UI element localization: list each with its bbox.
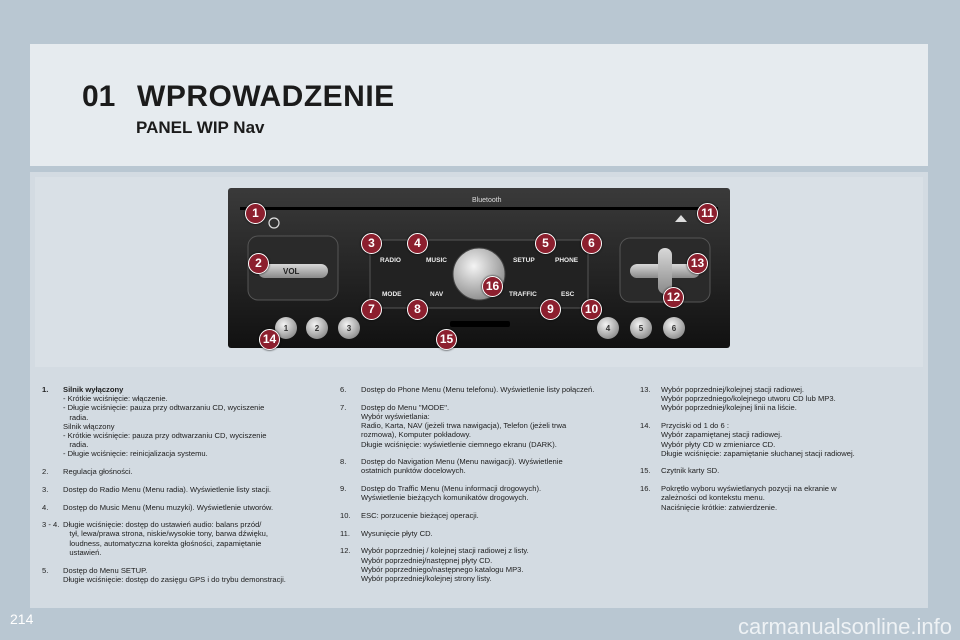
- legend-item-number: 2.: [42, 467, 49, 477]
- legend-item-line: Wybór poprzedniego/kolejnego utworu CD lub MP3.: [661, 394, 836, 404]
- legend-item-line: Pokrętło wyboru wyświetlanych pozycji na ekranie w: [661, 484, 837, 494]
- legend-item: [42, 485, 327, 494]
- legend-item-line: radia.: [63, 440, 89, 450]
- legend-item-line: Przyciski od 1 do 6 :: [661, 421, 729, 431]
- callout-9: 9: [540, 299, 561, 320]
- callout-5: 5: [535, 233, 556, 254]
- legend-item-line: Dostęp do Menu "MODE".: [361, 402, 450, 412]
- radio-panel-illustration: [228, 188, 730, 348]
- legend-item: [42, 467, 327, 476]
- nav-button-label: NAV: [430, 291, 444, 298]
- legend-item: [640, 385, 918, 413]
- callout-8: 8: [407, 299, 428, 320]
- legend-item-line: Wybór poprzedniej/kolejnej stacji radiowej.: [661, 385, 805, 394]
- legend-item-number: 13.: [640, 385, 651, 394]
- legend-item-number: 3 - 4.: [42, 520, 60, 530]
- legend-item-line: Długie wciśnięcie: dostęp do zasięgu GPS i do trybu demonstracji.: [63, 574, 286, 584]
- legend-item-line: - Krótkie wciśnięcie: włączenie.: [63, 394, 168, 404]
- vol-label: VOL: [283, 267, 300, 276]
- svg-text:5: 5: [638, 324, 644, 333]
- legend-item-line: Radio, Karta, NAV (jeżeli trwa nawigacja), Telefon (jeżeli trwa: [361, 421, 567, 431]
- legend-item-line: - Krótkie wciśnięcie: pauza przy odtwarzaniu CD, wyciszenie: [63, 431, 267, 441]
- music-button-label: MUSIC: [426, 257, 447, 264]
- legend-item-line: Dostęp do Music Menu (Menu muzyki). Wyświetlenie utworów.: [63, 502, 274, 512]
- legend-item-line: Silnik wyłączony: [63, 385, 124, 394]
- callout-14: 14: [259, 329, 280, 350]
- legend-item: [42, 385, 327, 459]
- legend-item-line: ostatnich punktów docelowych.: [361, 466, 466, 476]
- legend-item: [340, 457, 632, 475]
- svg-text:4: 4: [605, 324, 611, 333]
- page-number: 214: [10, 611, 34, 627]
- legend-item-line: ustawień.: [63, 547, 102, 557]
- legend-item-line: Dostęp do Navigation Menu (Menu nawigacji). Wyświetlenie: [361, 457, 563, 467]
- svg-text:1: 1: [283, 324, 289, 333]
- legend-item-line: Wybór wyświetlania:: [361, 411, 430, 421]
- legend-item-line: - Długie wciśnięcie: reinicjalizacja systemu.: [63, 449, 208, 459]
- esc-button-label: ESC: [561, 291, 575, 298]
- legend-item: [42, 566, 327, 584]
- legend-item: [640, 466, 918, 475]
- callout-4: 4: [407, 233, 428, 254]
- legend-item-line: Wybór poprzedniego/następnego katalogu MP3.: [361, 564, 524, 574]
- legend-item-number: 12.: [340, 546, 351, 556]
- legend-item-number: 14.: [640, 421, 651, 431]
- callout-12: 12: [663, 287, 684, 308]
- legend-item-number: 6.: [340, 385, 347, 394]
- legend-item-number: 1.: [42, 385, 49, 394]
- legend-item-number: 15.: [640, 466, 651, 476]
- legend-item: [340, 484, 632, 502]
- watermark: carmanualsonline.info: [737, 614, 952, 639]
- legend-item: [340, 529, 632, 538]
- callout-13: 13: [687, 253, 708, 274]
- legend-column-1: [42, 385, 327, 592]
- legend-item: [42, 520, 327, 557]
- cd-slot: [240, 207, 718, 210]
- legend-item-line: Dostęp do Phone Menu (Menu telefonu). Wyświetlenie listy połączeń.: [361, 385, 595, 394]
- page-title: WPROWADZENIE: [137, 80, 395, 113]
- legend-item-line: Dostęp do Traffic Menu (Menu informacji drogowych).: [361, 484, 542, 494]
- legend-item-line: Silnik włączony: [63, 421, 115, 431]
- page-subtitle: PANEL WIP Nav: [136, 118, 265, 137]
- legend-item-line: Wyświetlenie bieżących komunikatów drogowych.: [361, 493, 529, 503]
- legend-item-number: 11.: [340, 528, 350, 538]
- traffic-button-label: TRAFFIC: [509, 291, 537, 298]
- legend-item-line: Wybór zapamiętanej stacji radiowej.: [661, 430, 783, 440]
- legend-item-line: Długie wciśnięcie: dostęp do ustawień audio: balans przód/: [63, 520, 262, 530]
- callout-16: 16: [482, 276, 503, 297]
- callout-11: 11: [697, 203, 718, 224]
- svg-text:6: 6: [671, 324, 677, 333]
- legend-item-line: Dostęp do Radio Menu (Menu radia). Wyświetlenie listy stacji.: [63, 484, 272, 494]
- legend-item: [340, 403, 632, 449]
- bluetooth-label: Bluetooth: [472, 197, 502, 204]
- legend-item-line: Długie wciśnięcie: wyświetlenie ciemnego ekranu (DARK).: [361, 439, 557, 449]
- legend-item-line: Wybór poprzedniej/następnej płyty CD.: [361, 555, 493, 565]
- legend-item-line: Wybór płyty CD w zmieniarce CD.: [661, 439, 776, 449]
- legend-item-number: 7.: [340, 402, 347, 412]
- legend-item-line: loudness, automatyczna korekta głośności, zapamiętanie: [63, 538, 262, 548]
- legend-item-number: 5.: [42, 565, 49, 575]
- legend-item-line: ESC: porzucenie bieżącej operacji.: [361, 511, 479, 521]
- callout-1: 1: [245, 203, 266, 224]
- legend-item-number: 4.: [42, 502, 49, 512]
- legend-item: [42, 503, 327, 512]
- legend-item-line: Wybór poprzedniej/kolejnej strony listy.: [361, 574, 492, 584]
- callout-7: 7: [361, 299, 382, 320]
- legend-item-line: Naciśnięcie krótkie: zatwierdzenie.: [661, 502, 778, 512]
- mode-button-label: MODE: [382, 291, 402, 298]
- legend-item-line: Dostęp do Menu SETUP.: [63, 565, 148, 575]
- sd-slot: [450, 321, 510, 327]
- legend-item-line: Wybór poprzedniej/kolejnej linii na liście.: [661, 403, 797, 413]
- legend-item-line: rozmowa), Komputer pokładowy.: [361, 430, 472, 440]
- legend-item: [340, 546, 632, 583]
- legend-item-line: tył, lewa/prawa strona, niskie/wysokie tony, barwa dźwięku,: [63, 529, 268, 539]
- legend-column-3: [640, 385, 918, 520]
- legend-item-number: 16.: [640, 484, 651, 494]
- legend-item-number: 10.: [340, 511, 351, 521]
- legend-item: [340, 511, 632, 520]
- callout-15: 15: [436, 329, 457, 350]
- svg-text:2: 2: [314, 324, 320, 333]
- legend-item-line: Wysunięcie płyty CD.: [361, 528, 433, 538]
- legend-item: [640, 421, 918, 458]
- legend-item-number: 3.: [42, 484, 49, 494]
- legend-item-line: Wybór poprzedniej / kolejnej stacji radiowej z listy.: [361, 546, 529, 556]
- legend-item: [640, 484, 918, 512]
- callout-3: 3: [361, 233, 382, 254]
- callout-10: 10: [581, 299, 602, 320]
- legend-item-line: Czytnik karty SD.: [661, 466, 720, 476]
- callout-6: 6: [581, 233, 602, 254]
- chapter-number: 01: [82, 80, 116, 113]
- legend-item-line: Regulacja głośności.: [63, 467, 133, 477]
- legend-column-2: [340, 385, 632, 592]
- setup-button-label: SETUP: [513, 257, 535, 264]
- legend-item-line: Długie wciśnięcie: zapamiętanie słuchanej stacji radiowej.: [661, 448, 855, 458]
- svg-text:3: 3: [346, 324, 352, 333]
- radio-button-label: RADIO: [380, 257, 401, 264]
- legend-item: [340, 385, 632, 394]
- legend-item-line: radia.: [63, 412, 89, 422]
- callout-2: 2: [248, 253, 269, 274]
- legend-item-number: 9.: [340, 484, 347, 494]
- legend-item-line: - Długie wciśnięcie: pauza przy odtwarzaniu CD, wyciszenie: [63, 403, 265, 413]
- legend-item-number: 8.: [340, 457, 347, 467]
- phone-button-label: PHONE: [555, 257, 579, 264]
- legend-item-line: zależności od kontekstu menu.: [661, 493, 765, 503]
